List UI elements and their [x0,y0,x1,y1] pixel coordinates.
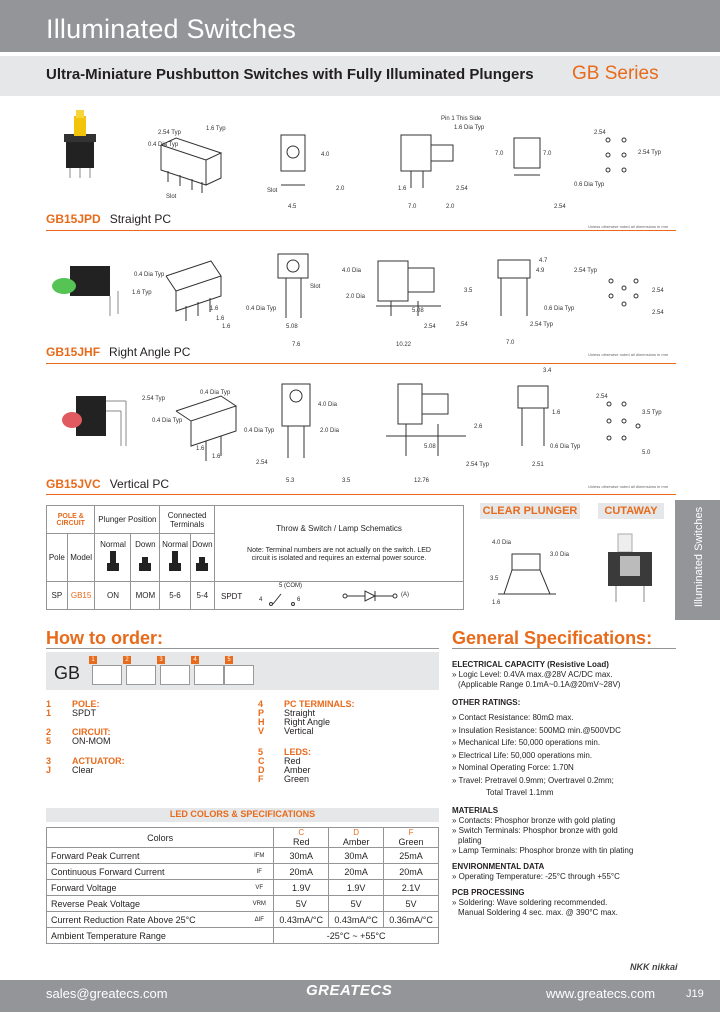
svg-text:2.51: 2.51 [532,462,544,468]
svg-text:2.54: 2.54 [596,394,608,400]
switch-photo-vertical [62,396,126,446]
table-row: Forward Peak Current IFM 30mA 30mA 25mA [47,848,439,864]
normal-col-2: Normal [160,534,190,582]
svg-text:4.0 Dia: 4.0 Dia [342,268,362,274]
svg-text:0.6 Dia Typ: 0.6 Dia Typ [544,306,575,312]
schematic-table [46,505,464,610]
led-code: D [329,828,384,838]
dimension-note: Unless otherwise noted all dimensions in mm [588,352,669,357]
table-row: Forward Voltage VF 1.9V 1.9V 2.1V [47,880,439,896]
svg-text:5.3: 5.3 [286,478,295,484]
terminal-4-label: 4 [258,597,263,603]
down-col: Down [131,534,160,582]
svg-text:1.6: 1.6 [552,410,561,416]
row-pole: SP [47,582,68,610]
svg-text:3.5: 3.5 [464,288,473,294]
dim-label: 7.0 [408,204,417,210]
divider [46,363,676,364]
svg-text:1.6: 1.6 [216,316,225,322]
svg-text:2.0 Dia: 2.0 Dia [320,428,340,434]
row-throw: SPDT [220,592,243,601]
svg-text:1.6: 1.6 [196,446,205,452]
svg-text:2.54 Typ: 2.54 Typ [142,396,165,402]
led-color-name: Green [384,837,439,848]
svg-text:4.7: 4.7 [539,258,548,264]
divider [46,648,439,649]
led-spec-table [46,827,439,944]
led-code: C [274,828,329,838]
series-name: GB Series [572,63,659,84]
svg-text:12.76: 12.76 [414,478,430,484]
svg-text:Slot: Slot [166,194,177,200]
plunger-down-icon [195,549,209,573]
drawing-gb15jpd [46,100,676,230]
svg-text:2.54: 2.54 [652,310,664,316]
switch-photo-straight [64,110,96,178]
svg-text:7.0: 7.0 [543,151,552,157]
order-pc-terminals: 4 PC TERMINALS: P Straight H Right Angle V Vertical [258,699,355,736]
svg-text:Pin 1 This Side: Pin 1 This Side [441,116,482,122]
greatecs-logo: GREATECS [306,982,393,999]
nkk-logo: NKK nikkai [630,962,678,972]
order-leds: 5 LEDS: C Red D Amber F Green [258,747,311,784]
svg-text:1.6: 1.6 [212,454,221,460]
model-label-jhf: GB15JHF Right Angle PC [46,345,191,359]
order-slot-5[interactable] [224,665,254,685]
order-prefix: GB [54,663,81,683]
model-col: Model [67,534,95,582]
plunger-normal-icon [168,549,182,573]
model-label-jpd: GB15JPD Straight PC [46,212,172,226]
svg-text:0.4 Dia Typ: 0.4 Dia Typ [200,390,231,396]
order-slot-number: 4 [191,656,199,664]
dim-label: 4.0 [321,152,330,158]
plunger-dim: 3.5 [490,576,499,582]
svg-text:4.9: 4.9 [536,268,545,274]
down-col-2: Down [190,534,214,582]
subtitle: Ultra-Miniature Pushbutton Switches with Fully Illuminated Plungers [46,66,534,83]
svg-text:0.4 Dia Typ: 0.4 Dia Typ [244,428,275,434]
svg-text:Slot: Slot [310,284,321,290]
page-number: J19 [686,988,704,1000]
dim-label: 2.0 [446,204,455,210]
side-tab: Illuminated Switches [675,500,720,620]
svg-text:0.4 Dia Typ: 0.4 Dia Typ [148,142,179,148]
svg-text:0.4 Dia Typ: 0.4 Dia Typ [134,272,165,278]
svg-text:2.54 Typ: 2.54 Typ [530,322,553,328]
led-specs-title: LED COLORS & SPECIFICATIONS [169,809,316,819]
svg-text:0.6 Dia Typ: 0.6 Dia Typ [550,444,581,450]
plunger-normal-icon [106,549,120,573]
svg-text:2.6: 2.6 [474,424,483,430]
throw-header-cell [214,506,463,582]
plunger-position-header: Plunger Position [95,506,160,534]
svg-text:7.0: 7.0 [506,340,515,346]
table-row: Continuous Forward Current IF 20mA 20mA 20mA [47,864,439,880]
divider [452,648,676,649]
row-normal: ON [95,582,131,610]
dim-label: 2.54 [456,186,468,192]
table-row: Reverse Peak Voltage VRM 5V 5V 5V [47,896,439,912]
plunger-dim: 4.0 Dia [492,540,512,546]
connected-terminals-header: Connected Terminals [160,506,215,534]
row-down: MOM [131,582,160,610]
order-slot-2[interactable] [126,665,156,685]
order-slot-number: 3 [157,656,165,664]
switch-photo-right-angle [52,266,118,316]
svg-text:2.0 Dia: 2.0 Dia [346,294,366,300]
dim-label: 1.6 [398,186,407,192]
dim-label: 2.54 [554,204,566,210]
order-circuit: 2 CIRCUIT: 5 ON-MOM [46,727,111,746]
svg-text:5.08: 5.08 [412,308,424,314]
table-row: Ambient Temperature Range -25°C ~ +55°C [47,928,439,944]
svg-text:3.5: 3.5 [342,478,351,484]
pole-circuit-header: POLE & CIRCUIT [47,506,95,534]
footer-email-link[interactable]: sales@greatecs.com [46,986,168,1001]
svg-text:2.54 Typ: 2.54 Typ [158,130,181,136]
svg-text:5.08: 5.08 [286,324,298,330]
dim-label: 0.6 Dia Typ [574,182,605,188]
divider [46,230,676,231]
svg-text:10.22: 10.22 [396,342,412,348]
order-slot-1[interactable] [92,665,122,685]
anode-label: (A) [400,592,409,598]
svg-text:2.54: 2.54 [652,288,664,294]
svg-text:1.6 Typ: 1.6 Typ [132,290,152,296]
colors-header: Colors [47,828,274,848]
order-pole: 1 POLE: 1 SPDT [46,699,100,718]
svg-text:3.4: 3.4 [543,368,552,374]
row-t1: 5-6 [160,582,190,610]
how-to-order-title: How to order: [46,628,163,648]
svg-text:Slot: Slot [267,188,278,194]
clear-plunger-tag: CLEAR PLUNGER [480,503,580,519]
svg-text:0.4 Dia Typ: 0.4 Dia Typ [152,418,183,424]
order-slot-number: 2 [123,656,131,664]
svg-text:3.5 Typ: 3.5 Typ [642,410,662,416]
cutaway-photo [600,526,666,608]
clear-plunger-drawing [480,524,590,608]
throw-header: Throw & Switch / Lamp Schematics [276,524,402,533]
pole-col: Pole [47,534,68,582]
svg-text:7.6: 7.6 [292,342,301,348]
led-code: F [384,828,439,838]
row-t2: 5-4 [190,582,214,610]
general-specs-title: General Specifications: [452,628,653,648]
terminal-6-label: 6 [296,597,301,603]
led-color-name: Amber [329,837,384,848]
com-label: 5 (COM) [278,583,302,589]
footer-website-link[interactable]: www.greatecs.com [546,986,656,1001]
svg-text:2.54 Typ: 2.54 Typ [574,268,597,274]
general-specs-body: ELECTRICAL CAPACITY (Resistive Load) » Logic Level: 0.4VA max.@28V AC/DC max. (Applicable Range 0.1mA~0.1A@20mV~28V) OTHER RATINGS: » Contact Resistance: 80mΩ max. » Insulation Resistance: 500MΩ min.@500VDC » Mechanical Life: 50,000 operations min. » Electrical Life: 50,000 operations min. » Nominal Operating Force: 1.70N » Travel: Pretravel 0.9mm; Overtravel 0.2mm; Total Travel 1.1mm MATERIALS » Contacts: Phosphor bronze with gold plating » Switch Terminals: Phosphor bronze with gold plating » Lamp Terminals: Phosphor bronze with tin plating ENVIRONMENTAL DATA » Operating Temperature: -25°C through +55°C PCB PROCESSING » Soldering: Wave soldering recommended. Manual Soldering 4 sec. max. @ 390°C max. [452,660,634,917]
normal-col: Normal [95,534,131,582]
page-title: Illuminated Switches [46,14,297,44]
svg-text:2.54: 2.54 [456,322,468,328]
plunger-dim: 1.6 [492,600,501,606]
svg-text:7.0: 7.0 [495,151,504,157]
model-label-jvc: GB15JVC Vertical PC [46,477,170,491]
svg-text:5.08: 5.08 [424,444,436,450]
dimension-note: Unless otherwise noted all dimensions in mm [588,224,669,229]
row-schematic [214,582,463,610]
dim-label: 4.5 [288,204,297,210]
svg-text:2.54: 2.54 [256,460,268,466]
order-slot-number: 5 [225,656,233,664]
table-row: Current Reduction Rate Above 25°C ΔIF 0.43mA/°C 0.43mA/°C 0.36mA/°C [47,912,439,928]
svg-text:2.54 Typ: 2.54 Typ [638,150,661,156]
svg-text:4.0 Dia: 4.0 Dia [318,402,338,408]
row-model: GB15 [67,582,95,610]
dim-label: 2.0 [336,186,345,192]
svg-text:2.54 Typ: 2.54 Typ [466,462,489,468]
svg-text:2.54: 2.54 [594,130,606,136]
order-slot-3[interactable] [160,665,190,685]
order-slot-number: 1 [89,656,97,664]
svg-text:5.0: 5.0 [642,450,651,456]
led-color-name: Red [274,837,329,848]
drawing-gb15jvc [46,366,676,486]
svg-text:0.4 Dia Typ: 0.4 Dia Typ [246,306,277,312]
svg-text:1.6 Dia Typ: 1.6 Dia Typ [454,125,485,131]
svg-text:1.6 Typ: 1.6 Typ [206,126,226,132]
dimension-note: Unless otherwise noted all dimensions in mm [588,484,669,489]
drawing-gb15jhf [46,236,676,356]
order-slot-4[interactable] [194,665,224,685]
divider [46,494,676,495]
schematic-note: Note: Terminal numbers are not actually on the switch. LED circuit is isolated and requires an external power source. [247,547,431,562]
order-actuator: 3 ACTUATOR: J Clear [46,756,125,775]
svg-text:2.54: 2.54 [424,324,436,330]
svg-text:1.6: 1.6 [222,324,231,330]
cutaway-tag: CUTAWAY [598,503,664,519]
svg-text:1.6: 1.6 [210,306,219,312]
plunger-dim: 3.0 Dia [550,552,570,558]
plunger-down-icon [138,549,152,573]
